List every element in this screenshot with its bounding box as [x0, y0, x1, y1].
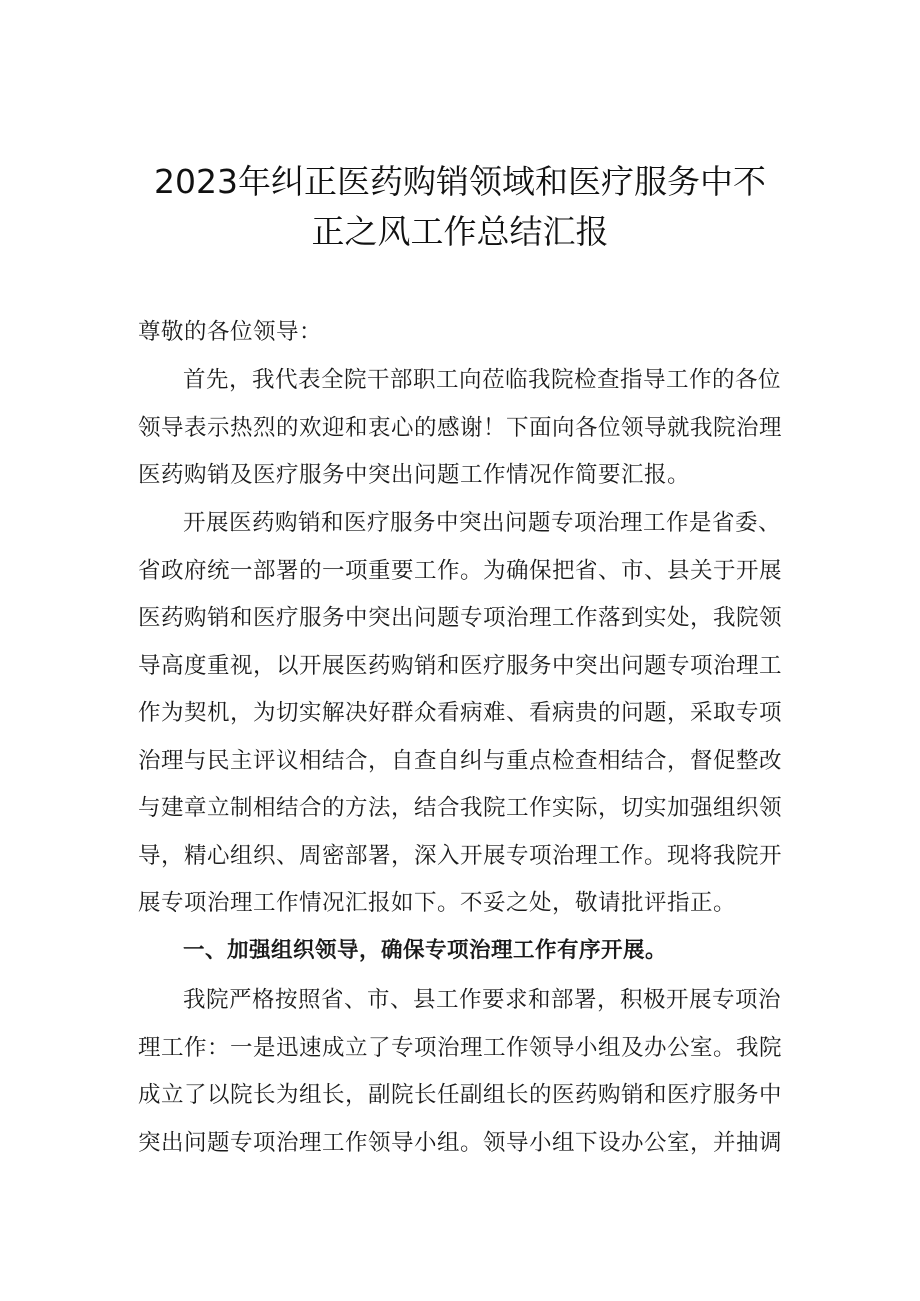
document-title-line-1: 2023年纠正医药购销领域和医疗服务中不 [154, 162, 766, 201]
paragraph-background: 开展医药购销和医疗服务中突出问题专项治理工作是省委、省政府统一部署的一项重要工作。为确保把省、市、县关于开展医药购销和医疗服务中突出问题专项治理工作落到实处，我院领导高度重视，以开展医药购销和医疗服务中突出问题专项治理工作为契机，为切实解决好群众看病难、看病贵的问题，采取专项治理与民主评议相结合，自查自纠与重点检查相结合，督促整改与建章立制相结合的方法，结合我院工作实际，切实加强组织领导，精心组织、周密部署，深入开展专项治理工作。现将我院开展专项治理工作情况汇报如下。不妥之处，敬请批评指正。 [138, 510, 783, 916]
paragraph-opening: 首先，我代表全院干部职工向莅临我院检查指导工作的各位领导表示热烈的欢迎和衷心的感谢！下面向各位领导就我院治理医药购销及医疗服务中突出问题工作情况作简要汇报。 [138, 367, 783, 488]
salutation: 尊敬的各位领导： [138, 319, 323, 345]
section-heading-1: 一、加强组织领导，确保专项治理工作有序开展。 [183, 938, 668, 963]
document-title-line-2: 正之风工作总结汇报 [311, 212, 609, 251]
paragraph-section-1: 我院严格按照省、市、县工作要求和部署，积极开展专项治理工作：一是迅速成立了专项治理工作领导小组及办公室。我院成立了以院长为组长，副院长任副组长的医药购销和医疗服务中突出问题专项治理工作领导小组。领导小组下设办公室，并抽调 [138, 987, 783, 1156]
